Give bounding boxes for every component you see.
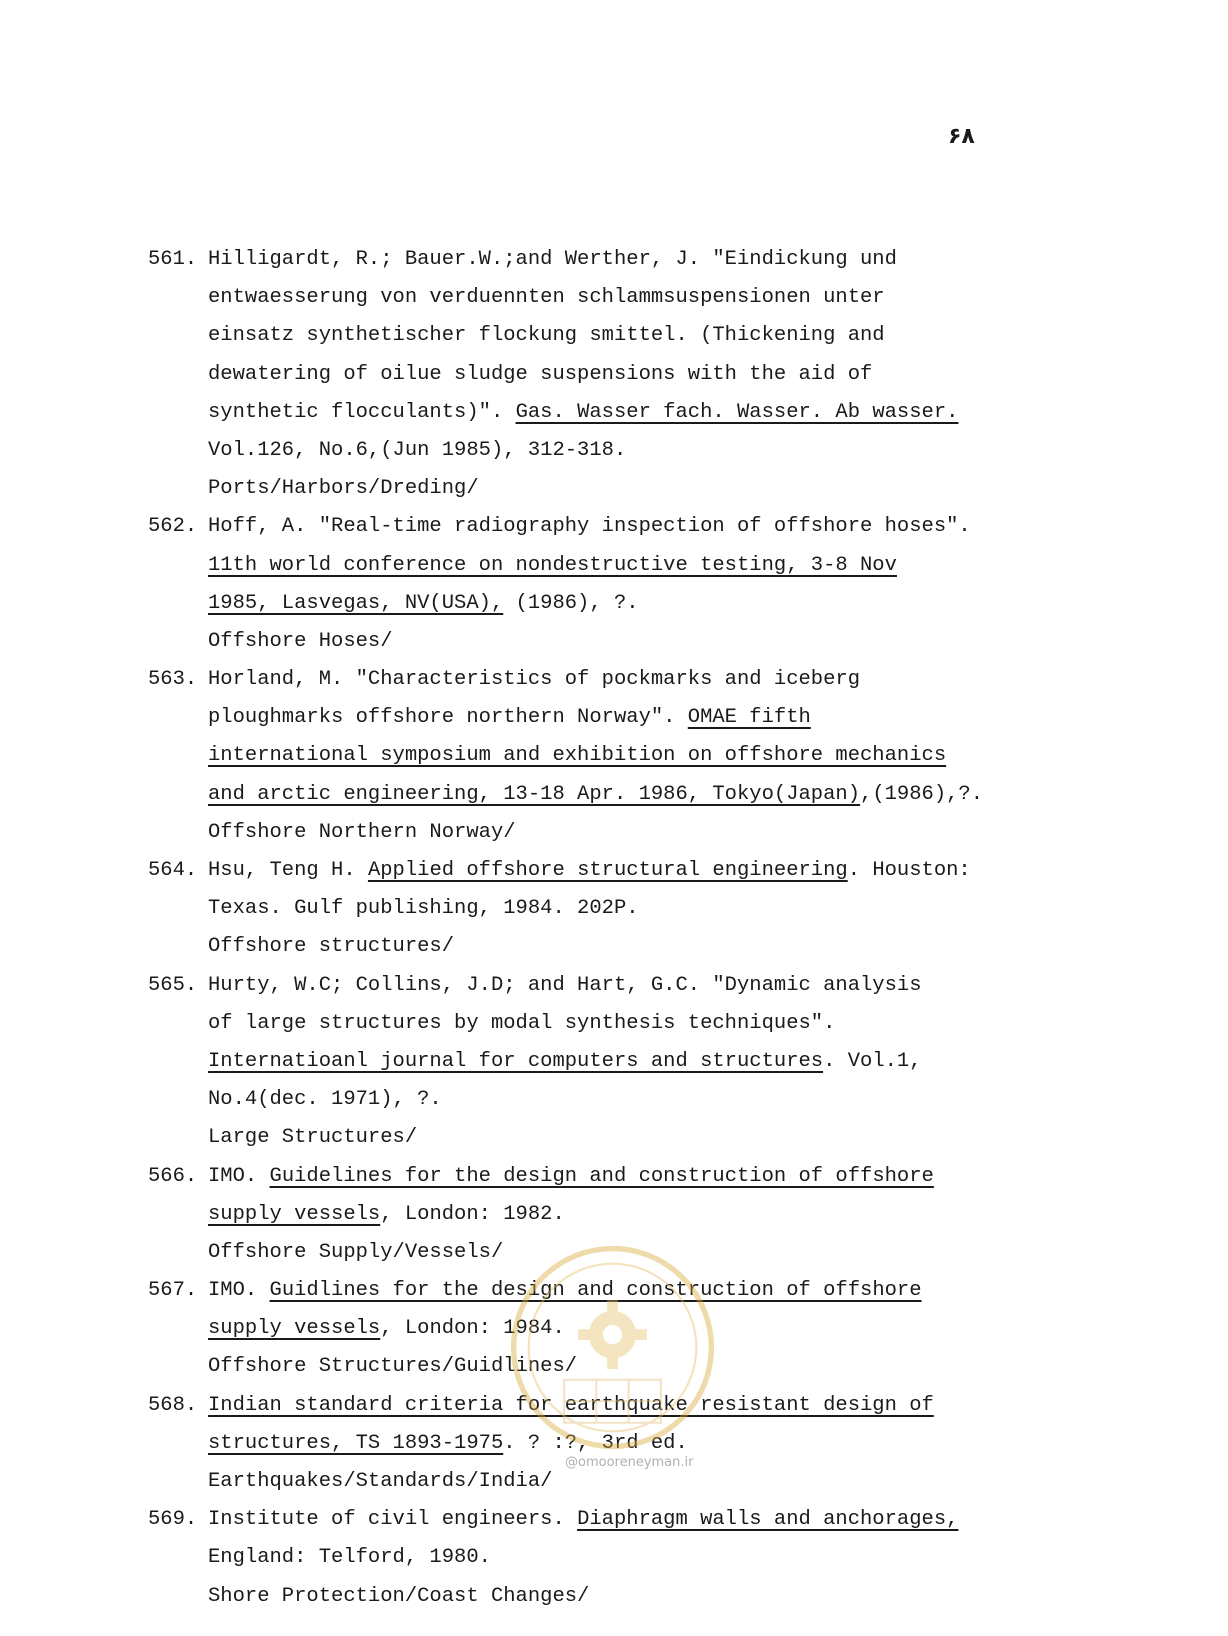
reference-line [208,1196,1188,1234]
reference-line [208,241,1188,279]
reference-body [208,967,1188,1158]
reference-line [208,585,1188,623]
reference-list [148,241,1188,1616]
reference-text: (1986), ?. [503,591,639,615]
reference-number: 566. [148,1164,198,1188]
reference-line [208,1272,1188,1310]
underlined-title: 11th world conference on nondestructive testing, 3-8 Nov [208,553,897,577]
reference-text: Offshore Structures/Guidlines/ [208,1355,578,1379]
reference-line [208,699,1188,737]
reference-number: 561. [148,248,198,271]
reference-text: ,(1986),?. [860,782,984,806]
reference-line [208,1463,1188,1501]
reference-text: Offshore Supply/Vessels/ [208,1240,504,1264]
reference-text: Earthquakes/Standards/India/ [208,1470,553,1493]
underlined-title: Internatioanl journal for computers and structures [208,1049,824,1073]
underlined-title: OMAE fifth [687,706,811,730]
reference-entry [148,852,1188,967]
reference-line [208,317,1188,355]
underlined-title: Indian standard criteria for earthquake resistant design of [208,1393,934,1417]
underlined-title: international symposium and exhibition on offshore mechanics [208,744,947,768]
reference-line [208,1081,1188,1119]
reference-number: 564. [148,859,198,882]
underlined-title: Guidelines for the design and construction of offshore [269,1164,934,1188]
underlined-title: and arctic engineering, 13-18 Apr. 1986, Tokyo(Japan) [208,782,861,806]
reference-line [208,1005,1188,1043]
reference-text: Vol.126, No.6,(Jun 1985), 312-318. [208,438,627,462]
reference-text: . Houston: [847,859,971,882]
underlined-title: Diaphragm walls and anchorages, [577,1508,959,1532]
reference-text: . ? :?, 3rd ed. [503,1431,688,1455]
reference-text: Large Structures/ [208,1126,418,1150]
reference-body [208,852,1188,967]
reference-line [208,279,1188,317]
underlined-title: Applied offshore structural engineering [367,859,848,882]
reference-number: 569. [148,1508,198,1532]
reference-text: Shore Protection/Coast Changes/ [208,1584,590,1608]
reference-text: Hsu, Teng H. [208,859,368,882]
reference-text: Offshore structures/ [208,935,455,959]
reference-text: Offshore Hoses/ [208,629,393,653]
reference-line [208,623,1188,661]
reference-text: , London: 1984. [380,1317,565,1341]
reference-body [208,661,1188,852]
reference-text: Texas. Gulf publishing, 1984. 202P. [208,897,639,921]
reference-line [208,547,1188,585]
reference-line [208,890,1188,928]
reference-body [208,1272,1188,1387]
reference-text: synthetic flocculants)". [208,400,516,424]
reference-text: of large structures by modal synthesis techniques". [208,1011,836,1035]
reference-body [208,1158,1188,1273]
reference-line [208,394,1188,432]
reference-entry [148,661,1188,852]
reference-line [208,1310,1188,1348]
underlined-title: 1985, Lasvegas, NV(USA), [208,591,504,615]
underlined-title: supply vessels [208,1317,381,1341]
reference-entry [148,508,1188,661]
page-number: ۶۸ [948,124,975,149]
reference-line [208,814,1188,852]
reference-text: , London: 1982. [380,1202,565,1226]
reference-line [208,661,1188,699]
reference-number: 567. [148,1279,198,1303]
reference-text: Institute of civil engineers. [208,1508,578,1532]
underlined-title: Gas. Wasser fach. Wasser. Ab wasser. [515,400,959,424]
reference-number: 562. [148,515,198,539]
reference-text: IMO. [208,1279,270,1303]
reference-text: ploughmarks offshore northern Norway". [208,706,688,730]
reference-text: entwaesserung von verduennten schlammsuspensionen unter [208,286,885,310]
reference-body [208,241,1188,508]
underlined-title: supply vessels [208,1202,381,1226]
reference-line [208,356,1188,394]
reference-line [208,1043,1188,1081]
reference-text: . Vol.1, [823,1049,922,1073]
reference-line [208,1539,1188,1577]
reference-entry [148,241,1188,508]
reference-line [208,508,1188,546]
reference-text: Hurty, W.C; Collins, J.D; and Hart, G.C. "Dynamic analysis [208,973,922,997]
reference-line [208,776,1188,814]
reference-text: Horland, M. "Characteristics of pockmarks and iceberg [208,668,861,692]
reference-line [208,470,1188,508]
reference-line [208,432,1188,470]
reference-entry [148,1272,1188,1387]
reference-text: Hoff, A. "Real-time radiography inspection of offshore hoses". [208,515,971,539]
reference-line [208,1425,1188,1463]
reference-text: England: Telford, 1980. [208,1546,491,1570]
reference-entry [148,1501,1188,1616]
reference-line [208,928,1188,966]
reference-line [208,1387,1188,1425]
reference-line [208,1348,1188,1386]
reference-number: 568. [148,1393,198,1417]
reference-body [208,1501,1188,1616]
reference-text: Ports/Harbors/Dreding/ [208,477,479,501]
reference-number: 565. [148,973,198,997]
reference-entry [148,1158,1188,1273]
reference-text: Offshore Northern Norway/ [208,820,516,844]
reference-line [208,1501,1188,1539]
watermark-url: @omooreneyman.ir [565,1455,694,1470]
reference-text: Hilligardt, R.; Bauer.W.;and Werther, J. "Eindickung und [208,248,897,271]
reference-text: einsatz synthetischer flockung smittel. (Thickening and [208,324,885,348]
underlined-title: structures, TS 1893-1975 [208,1431,504,1455]
reference-line [208,1119,1188,1157]
reference-entry [148,1387,1188,1502]
reference-text: IMO. [208,1164,270,1188]
reference-line [208,1578,1188,1616]
reference-text: No.4(dec. 1971), ?. [208,1088,442,1112]
reference-entry [148,967,1188,1158]
reference-line [208,737,1188,775]
reference-text: dewatering of oilue sludge suspensions with the aid of [208,362,873,386]
reference-body [208,508,1188,661]
reference-line [208,1234,1188,1272]
underlined-title: Guidlines for the design and construction of offshore [269,1279,922,1303]
reference-line [208,1158,1188,1196]
reference-line [208,852,1188,890]
reference-line [208,967,1188,1005]
reference-number: 563. [148,668,198,692]
reference-body [208,1387,1188,1502]
